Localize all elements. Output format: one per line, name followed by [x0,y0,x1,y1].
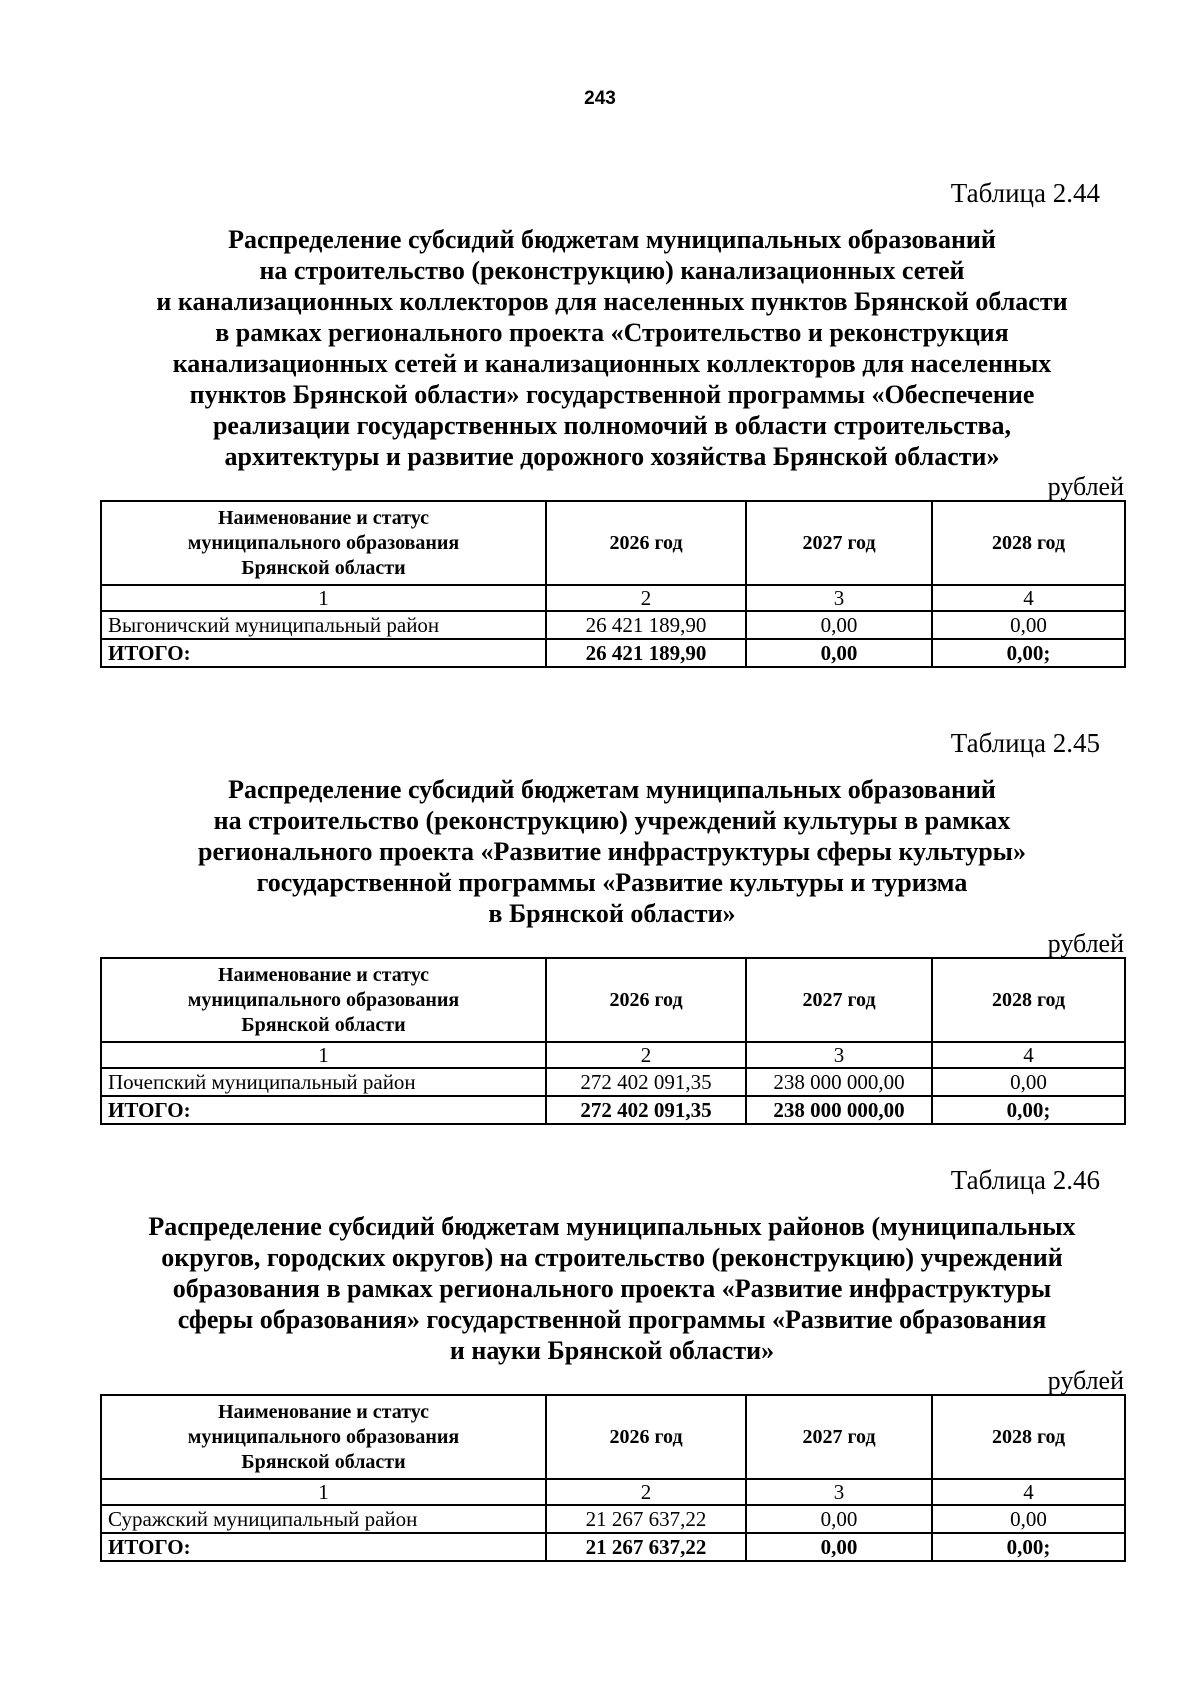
header-2028: 2028 год [932,501,1125,585]
header-name [101,958,546,1042]
value-2027: 0,00 [746,1505,932,1533]
table-title [100,774,1124,929]
table-section-2-44 [100,178,1124,668]
column-number-row [101,1479,1125,1505]
header-line: Брянской области [241,556,406,579]
total-2026: 26 421 189,90 [546,639,746,667]
table-label: Таблица 2.45 [950,728,1100,758]
page-number: 243 [584,88,616,109]
header-2026: 2026 год [546,501,746,585]
value-2026: 272 402 091,35 [546,1068,746,1096]
header-name [101,1395,546,1479]
column-number-row [101,585,1125,611]
column-number: 1 [101,585,546,611]
total-row [101,639,1125,667]
table-title [100,224,1124,472]
header-line: Наименование и статус [217,506,430,529]
title-line: Распределение субсидий бюджетам муниципальных образований [228,225,996,254]
column-number: 1 [101,1479,546,1505]
header-line: муниципального образования [187,531,460,554]
unit-label: рублей [1047,472,1124,501]
total-2026: 21 267 637,22 [546,1533,746,1561]
value-2028: 0,00 [932,1505,1125,1533]
value-2027: 238 000 000,00 [746,1068,932,1096]
total-2027: 238 000 000,00 [746,1096,932,1124]
title-line: Распределение субсидий бюджетам муниципальных районов (муниципальных [148,1212,1076,1241]
total-2028: 0,00; [932,639,1125,667]
value-2026: 21 267 637,22 [546,1505,746,1533]
column-number: 1 [101,1042,546,1068]
title-line: округов, городских округов) на строительство (реконструкцию) учреждений [161,1243,1063,1272]
title-line: Распределение субсидий бюджетам муниципальных образований [228,775,996,804]
value-2026: 26 421 189,90 [546,611,746,639]
column-number-row [101,1042,1125,1068]
header-2027: 2027 год [746,958,932,1042]
municipality-name: Почепский муниципальный район [101,1068,546,1096]
subsidy-table [100,1394,1126,1562]
title-line: и науки Брянской области» [449,1336,775,1365]
total-row [101,1096,1125,1124]
title-line: в рамках регионального проекта «Строительство и реконструкция [215,318,1009,347]
column-number: 2 [546,1479,746,1505]
table-row [101,611,1125,639]
title-line: пунктов Брянской области» государственной программы «Обеспечение [189,380,1035,409]
title-line: государственной программы «Развитие культуры и туризма [256,868,968,897]
header-line: муниципального образования [187,988,460,1011]
header-2028: 2028 год [932,1395,1125,1479]
column-number: 4 [932,1042,1125,1068]
header-line: Брянской области [241,1013,406,1036]
header-line: Брянской области [241,1450,406,1473]
header-2027: 2027 год [746,1395,932,1479]
total-label: ИТОГО: [101,1096,546,1124]
header-line: муниципального образования [187,1425,460,1448]
subsidy-table [100,957,1126,1125]
value-2028: 0,00 [932,611,1125,639]
table-section-2-45 [100,728,1124,1125]
total-label: ИТОГО: [101,1533,546,1561]
total-2026: 272 402 091,35 [546,1096,746,1124]
header-line: Наименование и статус [217,963,430,986]
title-line: на строительство (реконструкцию) канализационных сетей [259,256,965,285]
value-2027: 0,00 [746,611,932,639]
title-line: образования в рамках регионального проекта «Развитие инфраструктуры [172,1274,1052,1303]
total-row [101,1533,1125,1561]
header-2028: 2028 год [932,958,1125,1042]
title-line: на строительство (реконструкцию) учреждений культуры в рамках [213,806,1011,835]
header-row [101,1395,1125,1479]
table-row [101,1505,1125,1533]
title-line: канализационных сетей и канализационных коллекторов для населенных [172,349,1052,378]
header-row [101,958,1125,1042]
column-number: 3 [746,1479,932,1505]
title-line: в Брянской области» [488,899,736,928]
header-2026: 2026 год [546,1395,746,1479]
total-2028: 0,00; [932,1533,1125,1561]
column-number: 4 [932,1479,1125,1505]
header-name [101,501,546,585]
total-2027: 0,00 [746,639,932,667]
total-2028: 0,00; [932,1096,1125,1124]
column-number: 3 [746,585,932,611]
unit-label: рублей [1047,1366,1124,1395]
title-line: архитектуры и развитие дорожного хозяйства Брянской области» [224,442,1000,471]
title-line: и канализационных коллекторов для населенных пунктов Брянской области [156,287,1068,316]
title-line: регионального проекта «Развитие инфраструктуры сферы культуры» [198,837,1026,866]
table-row [101,1068,1125,1096]
value-2028: 0,00 [932,1068,1125,1096]
table-title [100,1211,1124,1366]
column-number: 2 [546,1042,746,1068]
header-2027: 2027 год [746,501,932,585]
unit-label: рублей [1047,929,1124,958]
column-number: 3 [746,1042,932,1068]
title-line: сферы образования» государственной программы «Развитие образования [177,1305,1047,1334]
header-line: Наименование и статус [217,1400,430,1423]
total-2027: 0,00 [746,1533,932,1561]
table-label: Таблица 2.44 [950,178,1100,208]
header-row [101,501,1125,585]
header-2026: 2026 год [546,958,746,1042]
table-label: Таблица 2.46 [950,1165,1100,1195]
title-line: реализации государственных полномочий в области строительства, [212,411,1012,440]
municipality-name: Суражский муниципальный район [101,1505,546,1533]
column-number: 2 [546,585,746,611]
municipality-name: Выгоничский муниципальный район [101,611,546,639]
total-label: ИТОГО: [101,639,546,667]
subsidy-table [100,500,1126,668]
table-section-2-46 [100,1165,1124,1562]
column-number: 4 [932,585,1125,611]
